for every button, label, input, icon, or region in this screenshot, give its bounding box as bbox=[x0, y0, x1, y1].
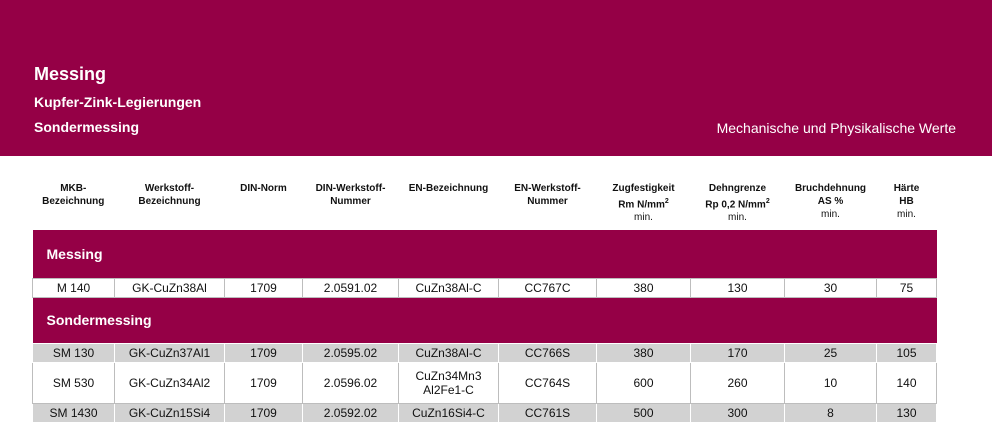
cell-dehngrenze: 300 bbox=[691, 403, 785, 422]
cell-dehngrenze: 260 bbox=[691, 362, 785, 403]
properties-table bbox=[32, 176, 937, 423]
section-description: Mechanische und Physikalische Werte bbox=[716, 120, 956, 136]
column-header-haerte: Härte HB min. bbox=[877, 176, 937, 230]
column-header-mkb: MKB- Bezeichnung bbox=[33, 176, 115, 230]
table-row bbox=[33, 278, 937, 297]
cell-werkstoff: GK-CuZn37Al1 bbox=[115, 343, 225, 362]
cell-bruchdehnung: 10 bbox=[785, 362, 877, 403]
section-label: Sondermessing bbox=[33, 297, 937, 343]
table-row bbox=[33, 362, 937, 403]
cell-haerte: 130 bbox=[877, 403, 937, 422]
cell-bruchdehnung: 30 bbox=[785, 278, 877, 297]
cell-din-norm: 1709 bbox=[225, 278, 303, 297]
header-banner bbox=[0, 0, 992, 156]
cell-din-norm: 1709 bbox=[225, 362, 303, 403]
column-header-en-bezeichnung: EN-Bezeichnung bbox=[399, 176, 499, 230]
cell-din-nummer: 2.0595.02 bbox=[303, 343, 399, 362]
cell-dehngrenze: 130 bbox=[691, 278, 785, 297]
page-subtitle: Kupfer-Zink-Legierungen bbox=[34, 94, 202, 110]
cell-werkstoff: GK-CuZn38Al bbox=[115, 278, 225, 297]
cell-haerte: 105 bbox=[877, 343, 937, 362]
cell-en-bezeichnung: CuZn38Al-C bbox=[399, 278, 499, 297]
cell-en-bezeichnung: CuZn34Mn3 Al2Fe1-C bbox=[399, 362, 499, 403]
cell-bruchdehnung: 25 bbox=[785, 343, 877, 362]
cell-en-bezeichnung: CuZn16Si4-C bbox=[399, 403, 499, 422]
cell-werkstoff: GK-CuZn15Si4 bbox=[115, 403, 225, 422]
cell-zugfestigkeit: 500 bbox=[597, 403, 691, 422]
column-header-en-werkstoff-nummer: EN-Werkstoff- Nummer bbox=[499, 176, 597, 230]
column-header-din-werkstoff-nummer: DIN-Werkstoff- Nummer bbox=[303, 176, 399, 230]
cell-din-norm: 1709 bbox=[225, 403, 303, 422]
cell-din-norm: 1709 bbox=[225, 343, 303, 362]
cell-en-nummer: CC767C bbox=[499, 278, 597, 297]
cell-haerte: 140 bbox=[877, 362, 937, 403]
cell-mkb: M 140 bbox=[33, 278, 115, 297]
cell-din-nummer: 2.0592.02 bbox=[303, 403, 399, 422]
cell-werkstoff: GK-CuZn34Al2 bbox=[115, 362, 225, 403]
cell-mkb: SM 130 bbox=[33, 343, 115, 362]
page-title: Messing bbox=[34, 64, 107, 84]
cell-en-nummer: CC761S bbox=[499, 403, 597, 422]
column-header-zugfestigkeit: Zugfestigkeit Rm $N/mm^2$ min. bbox=[597, 176, 691, 230]
cell-bruchdehnung: 8 bbox=[785, 403, 877, 422]
cell-zugfestigkeit: 380 bbox=[597, 343, 691, 362]
cell-en-nummer: CC766S bbox=[499, 343, 597, 362]
table-row bbox=[33, 403, 937, 422]
column-header-werkstoff: Werkstoff- Bezeichnung bbox=[115, 176, 225, 230]
cell-en-bezeichnung: CuZn38Al-C bbox=[399, 343, 499, 362]
cell-mkb: SM 530 bbox=[33, 362, 115, 403]
cell-zugfestigkeit: 600 bbox=[597, 362, 691, 403]
cell-din-nummer: 2.0591.02 bbox=[303, 278, 399, 297]
page-subtitle-secondary: Sondermessing bbox=[34, 119, 140, 135]
section-label: Messing bbox=[33, 230, 937, 278]
cell-haerte: 75 bbox=[877, 278, 937, 297]
section-row-messing bbox=[33, 230, 937, 278]
cell-dehngrenze: 170 bbox=[691, 343, 785, 362]
cell-zugfestigkeit: 380 bbox=[597, 278, 691, 297]
cell-mkb: SM 1430 bbox=[33, 403, 115, 422]
table-row bbox=[33, 343, 937, 362]
column-header-din-norm: DIN-Norm bbox=[225, 176, 303, 230]
column-header-dehngrenze: Dehngrenze Rp 0,2 $N/mm^2$ min. bbox=[691, 176, 785, 230]
table-header-row bbox=[33, 176, 937, 230]
section-row-sondermessing bbox=[33, 297, 937, 343]
cell-en-nummer: CC764S bbox=[499, 362, 597, 403]
column-header-bruchdehnung: Bruchdehnung AS % min. bbox=[785, 176, 877, 230]
cell-din-nummer: 2.0596.02 bbox=[303, 362, 399, 403]
